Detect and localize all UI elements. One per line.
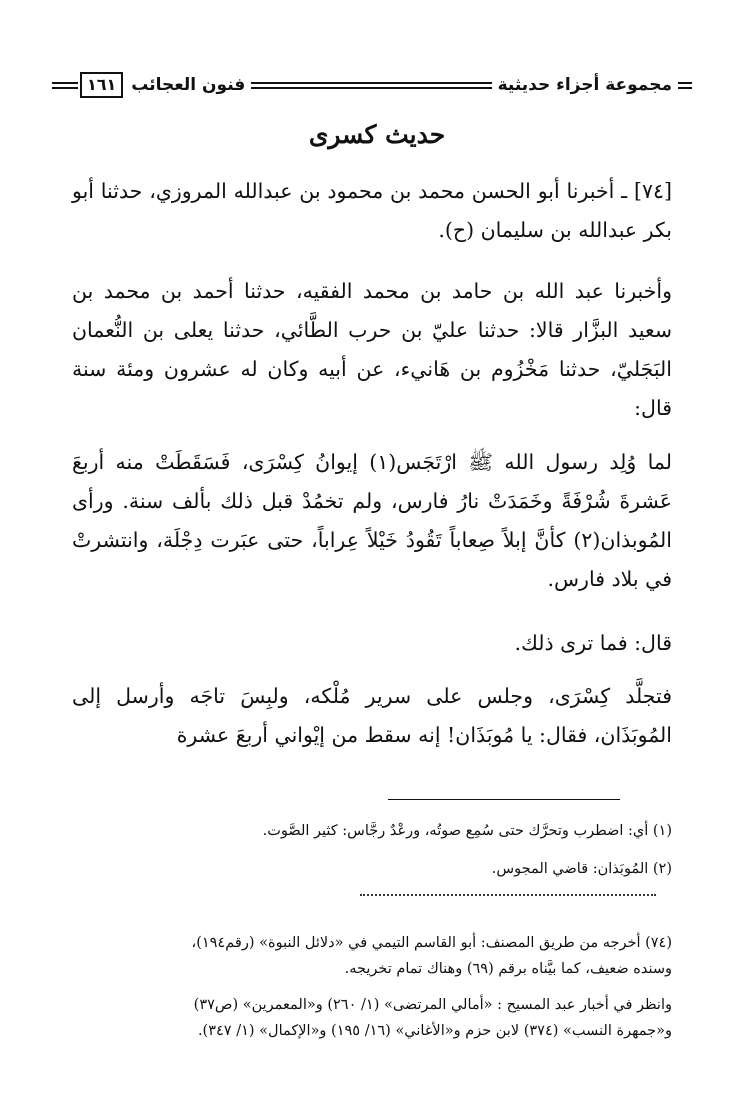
header-rule-left <box>52 82 78 89</box>
editor-note-references <box>72 992 672 1044</box>
dotted-separator <box>360 893 656 896</box>
editor-note-takhrij <box>72 930 672 982</box>
paragraph-isnad-2: وأخبرنا عبد الله بن حامد بن محمد الفقيه، حدثنا أحمد بن محمد بن سعيد البزَّار قالا: حدثنا عليّ بن حرب الطَّائي، حدثنا يعلى بن النُّعمان البَجَليّ، حدثنا مَخْزُوم بن هَانيء، عن أبيه وكان له عشرون ومئة سنة قال: <box>72 279 672 420</box>
editor-note-line: (٧٤) أخرجه من طريق المصنف: أبو القاسم التيمي في «دلائل النبوة» (رقم١٩٤)، <box>191 935 672 951</box>
editor-note-line: وسنده ضعيف، كما بيَّناه برقم (٦٩) وهناك تمام تخريجه. <box>344 961 672 977</box>
paragraph-narration: لما وُلِد رسول الله ﷺ ارْتَجَس(١) إيوانُ كِسْرَى، فَسَقَطَتْ منه أربعَ عَشرةَ شُرْفَةً وخَمَدَتْ نارُ فارس، ولم تخمُدْ قبل ذلك بألف سنة. ورأى المُوبذان(٢) كأنَّ إبلاً صِعاباً تَقُودُ خَيْلاً عِراباً، حتى عبَرت دِجْلَة، وانتشرتْ في بلاد فارس. <box>72 450 672 591</box>
paragraph-isnad-1: [٧٤] ـ أخبرنا أبو الحسن محمد بن محمود بن عبدالله المروزي، حدثنا أبو بكر عبدالله بن سليمان (ح). <box>72 179 672 242</box>
header-rule-middle <box>251 82 491 89</box>
chapter-title: حديث كسرى <box>308 120 446 149</box>
footnote-2: (٢) المُوبَذان: قاضي المجوس. <box>491 861 672 877</box>
header-book-title: فنون العجائب <box>131 75 246 95</box>
page-number: ١٦١ <box>80 72 123 98</box>
running-header <box>52 70 692 100</box>
footnote-1: (١) أي: اضطرب وتحرَّك حتى سُمِع صوتُه، ورعْدٌ رجَّاس: كثير الصَّوت. <box>262 823 672 839</box>
paragraph-question: قال: فما ترى ذلك. <box>514 631 672 655</box>
editor-note-line: وانظر في أخبار عبد المسيح : «أمالي المرتضى» (١/ ٢٦٠) و«المعمرين» (ص٣٧) <box>193 997 672 1013</box>
editor-note-line: و«جمهرة النسب» (٣٧٤) لابن حزم و«الأغاني» (١٦/ ١٩٥) و«الإكمال» (١/ ٣٤٧). <box>197 1023 672 1039</box>
paragraph-continuation: فتجلَّد كِسْرَى، وجلس على سرير مُلْكه، ولبِسَ تاجَه وأرسل إلى المُوبَذَان، فقال: يا مُوبَذَان! إنه سقط من إيْواني أربعَ عشرة <box>72 684 672 747</box>
header-rule-right <box>678 82 692 89</box>
header-collection-title: مجموعة أجزاء حديثية <box>497 75 672 95</box>
footnote-divider <box>388 799 620 800</box>
